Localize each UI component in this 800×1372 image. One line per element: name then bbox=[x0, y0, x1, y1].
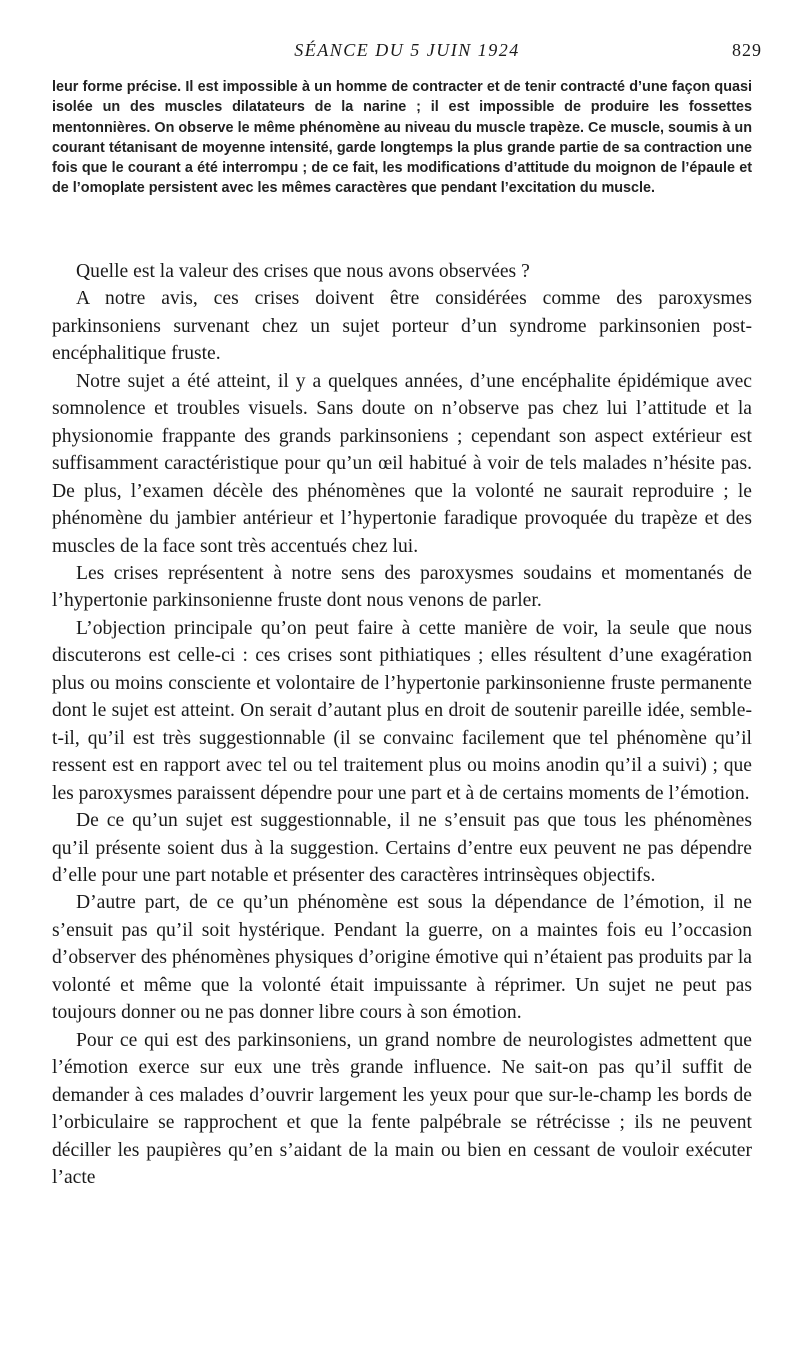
paragraph-patient-history: Notre sujet a été atteint, il y a quelques années, d’une encéphalite épidémique avec somnolence et troubles visuels. Sans doute on n’observe pas chez lui l’attitude et la physionomie frappante des grands parkinsoniens ; cependant son aspect extérieur est suffisamment caractéristique pour qu’un œil habitué à voir de tels malades n’hésite pas. De plus, l’examen décèle des phénomènes que la volonté ne saurait reproduire ; le phénomène du jambier antérieur et l’hypertonie faradique provoquée du trapèze et des muscles de la face sont très accentués chez lui. bbox=[52, 370, 752, 557]
running-title: SÉANCE DU 5 JUIN 1924 bbox=[294, 40, 520, 60]
paragraph-objection: L’objection principale qu’on peut faire à cette manière de voir, la seule que nous discuterons est celle-ci : ces crises sont pithiatiques ; elles résultent d’une exagération plus ou moins consciente et volontaire de l’hypertonie parkinsonienne fruste permanente dont le sujet est atteint. On serait d’autant plus en droit de soutenir pareille idée, semble-t-il, qu’il est très suggestionnable (il se convainc facilement que tel phénomène qu’il ressent est en rapport avec tel ou tel traitement plus ou moins anodin qu’il a suivi) ; que les paroxysmes paraissent dépendre pour une part et à de certains moments de l’émotion. bbox=[52, 617, 752, 804]
paragraph-emotion: D’autre part, de ce qu’un phénomène est sous la dépendance de l’émotion, il ne s’ensuit pas qu’il soit hystérique. Pendant la guerre, on a maintes fois eu l’occasion d’observer des phénomènes physiques d’origine émotive qui n’étaient pas produits par la volonté et même que la volonté était impuissante à réprimer. Un sujet ne peut pas toujours donner ou ne pas donner libre cours à son émotion. bbox=[52, 892, 752, 1024]
paragraph-question: Quelle est la valeur des crises que nous avons observées ? bbox=[76, 261, 530, 282]
running-head bbox=[52, 40, 762, 64]
article-body bbox=[52, 258, 752, 1191]
paragraph-suggestion: De ce qu’un sujet est suggestionnable, il ne s’ensuit pas que tous les phénomènes qu’il présente soient dus à la suggestion. Certains d’entre eux peuvent ne pas dépendre d’elle pour une part notable et présenter des caractères intrinsèques objectifs. bbox=[52, 810, 752, 886]
page-number: 829 bbox=[732, 40, 762, 60]
paragraph-crises: Les crises représentent à notre sens des paroxysmes soudains et momentanés de l’hypertonie parkinsonienne fruste dont nous venons de parler. bbox=[52, 562, 752, 612]
paragraph-opinion: A notre avis, ces crises doivent être considérées comme des paroxysmes parkinsoniens survenant chez un sujet porteur d’un syndrome parkinsonien post-encéphalitique fruste. bbox=[52, 288, 752, 365]
paragraph-parkinsonians: Pour ce qui est des parkinsoniens, un grand nombre de neurologistes admettent que l’émotion exerce sur eux une très grande influence. Ne sait-on pas qu’il suffit de demander à ces malades d’ouvrir largement les yeux pour que sur-le-champ les bords de l’orbiculaire se rapprochent et que la fente palpébrale se rétrécisse ; ils ne peuvent déciller les paupières qu’en s’aidant de la main ou bien en cessant de vouloir exécuter l’acte bbox=[52, 1029, 752, 1188]
quoted-passage: leur forme précise. Il est impossible à un homme de contracter et de tenir contracté d’une façon quasi isolée un des muscles dilatateurs de la narine ; il est impossible de produire les fossettes mentonnières. On observe le même phénomène au niveau du muscle trapèze. Ce muscle, soumis à un courant tétanisant de moyenne intensité, garde longtemps la plus grande partie de sa contraction une fois que le courant a été interrompu ; de ce fait, les modifications d’attitude du moignon de l’épaule et de l’omoplate persistent avec les mêmes caractères que pendant l’excitation du muscle. bbox=[52, 79, 752, 197]
